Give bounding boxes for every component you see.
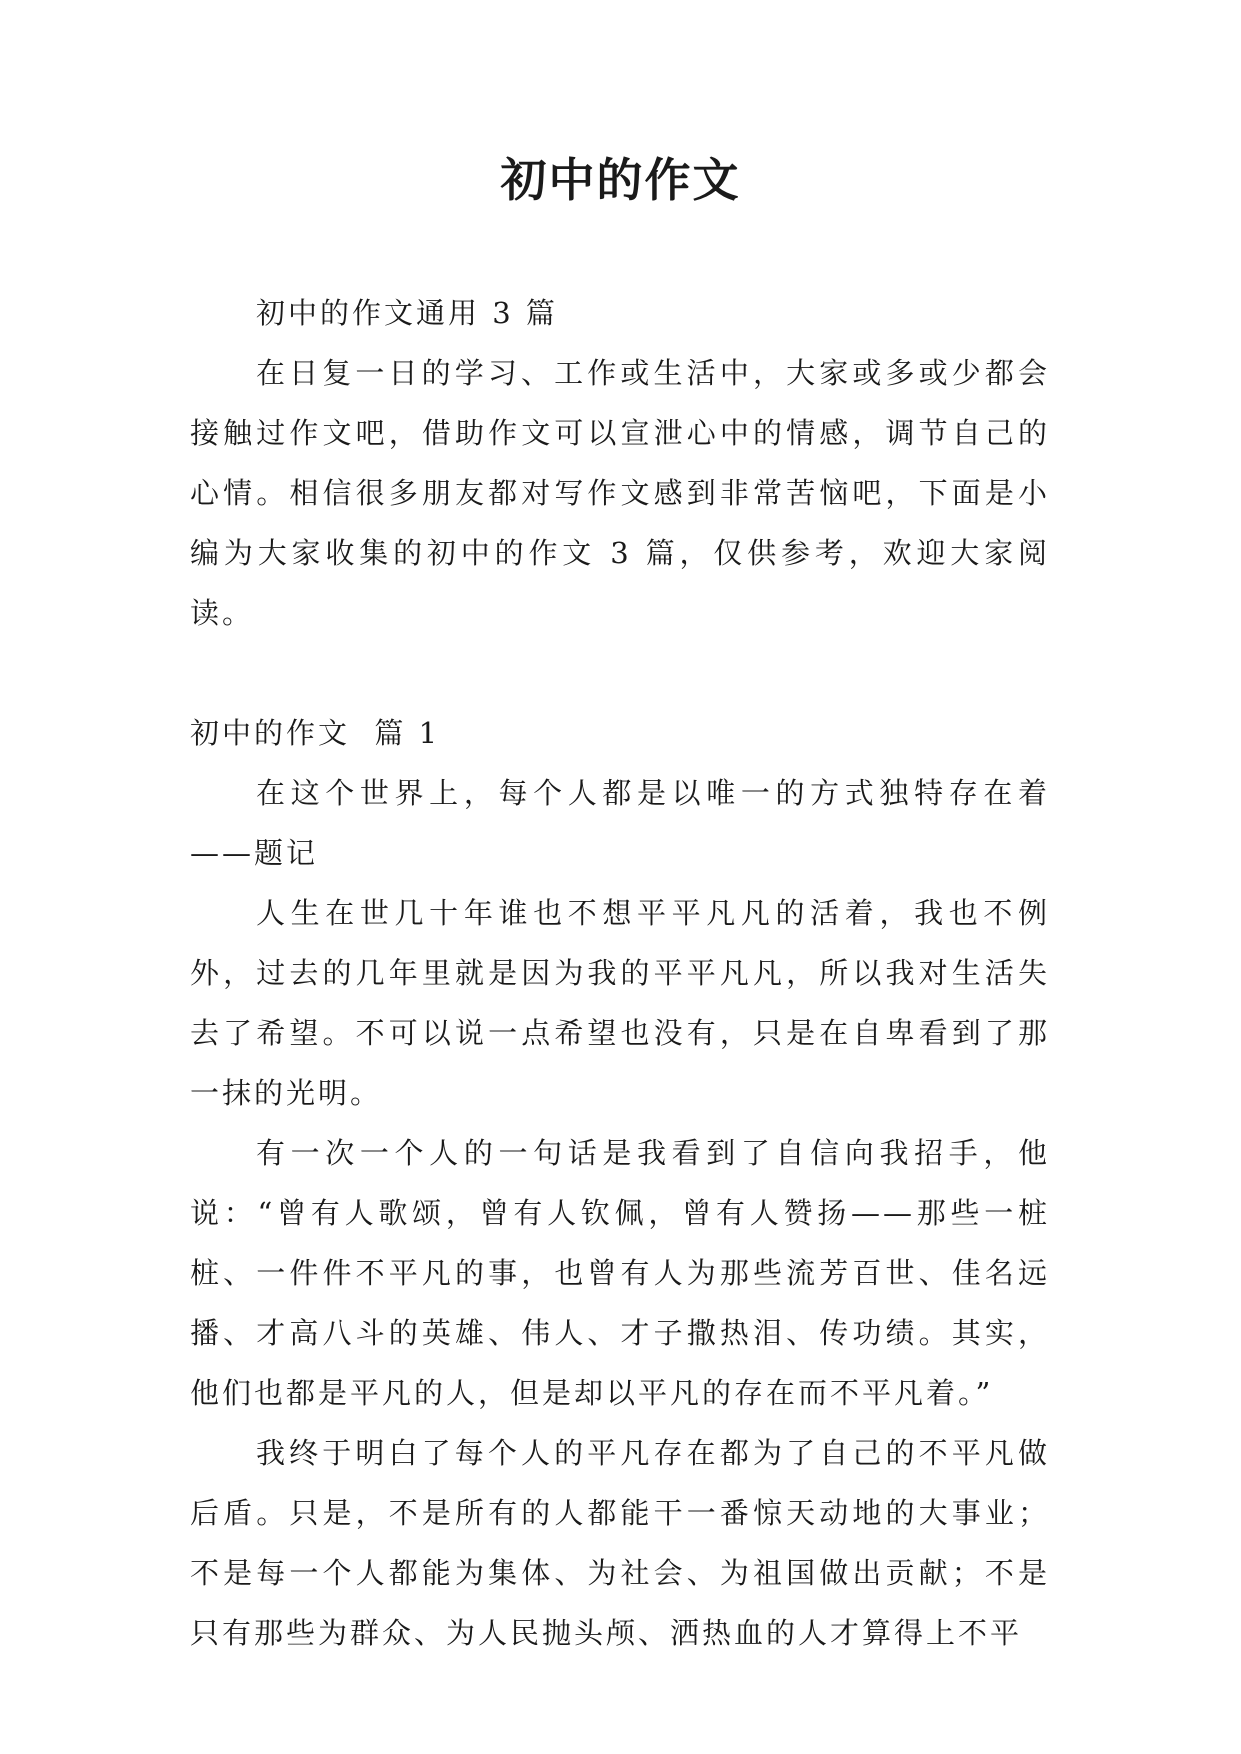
body-paragraph: 我终于明白了每个人的平凡存在都为了自己的不平凡做后盾。只是，不是所有的人都能干一番惊天动地的大事业；不是每一个人都能为集体、为社会、为祖国做出贡献；不是只有那些为群众、为人民抛头颅、洒热血的人才算得上不平 (190, 1436, 1050, 1650)
document-title: 初中的作文 (500, 153, 741, 207)
spacer (190, 643, 1050, 703)
document-subtitle: 初中的作文通用 3 篇 (256, 296, 558, 330)
intro-paragraph: 在日复一日的学习、工作或生活中，大家或多或少都会接触过作文吧，借助作文可以宣泄心中的情感，调节自己的心情。相信很多朋友都对写作文感到非常苦恼吧，下面是小编为大家收集的初中的作文 3 篇，仅供参考，欢迎大家阅读。 (190, 356, 1050, 630)
body-paragraph: 人生在世几十年谁也不想平平凡凡的活着，我也不例外，过去的几年里就是因为我的平平凡凡，所以我对生活失去了希望。不可以说一点希望也没有，只是在自卑看到了那一抹的光明。 (190, 896, 1050, 1110)
section-heading: 初中的作文 篇 1 (190, 716, 441, 750)
document-body (190, 283, 1050, 1663)
body-paragraph: 在这个世界上，每个人都是以唯一的方式独特存在着——题记 (190, 776, 1050, 870)
body-paragraph: 有一次一个人的一句话是我看到了自信向我招手，他说：“曾有人歌颂，曾有人钦佩，曾有人赞扬——那些一桩桩、一件件不平凡的事，也曾有人为那些流芳百世、佳名远播、才高八斗的英雄、伟人、才子撒热泪、传功绩。其实，他们也都是平凡的人，但是却以平凡的存在而不平凡着。” (190, 1136, 1050, 1410)
